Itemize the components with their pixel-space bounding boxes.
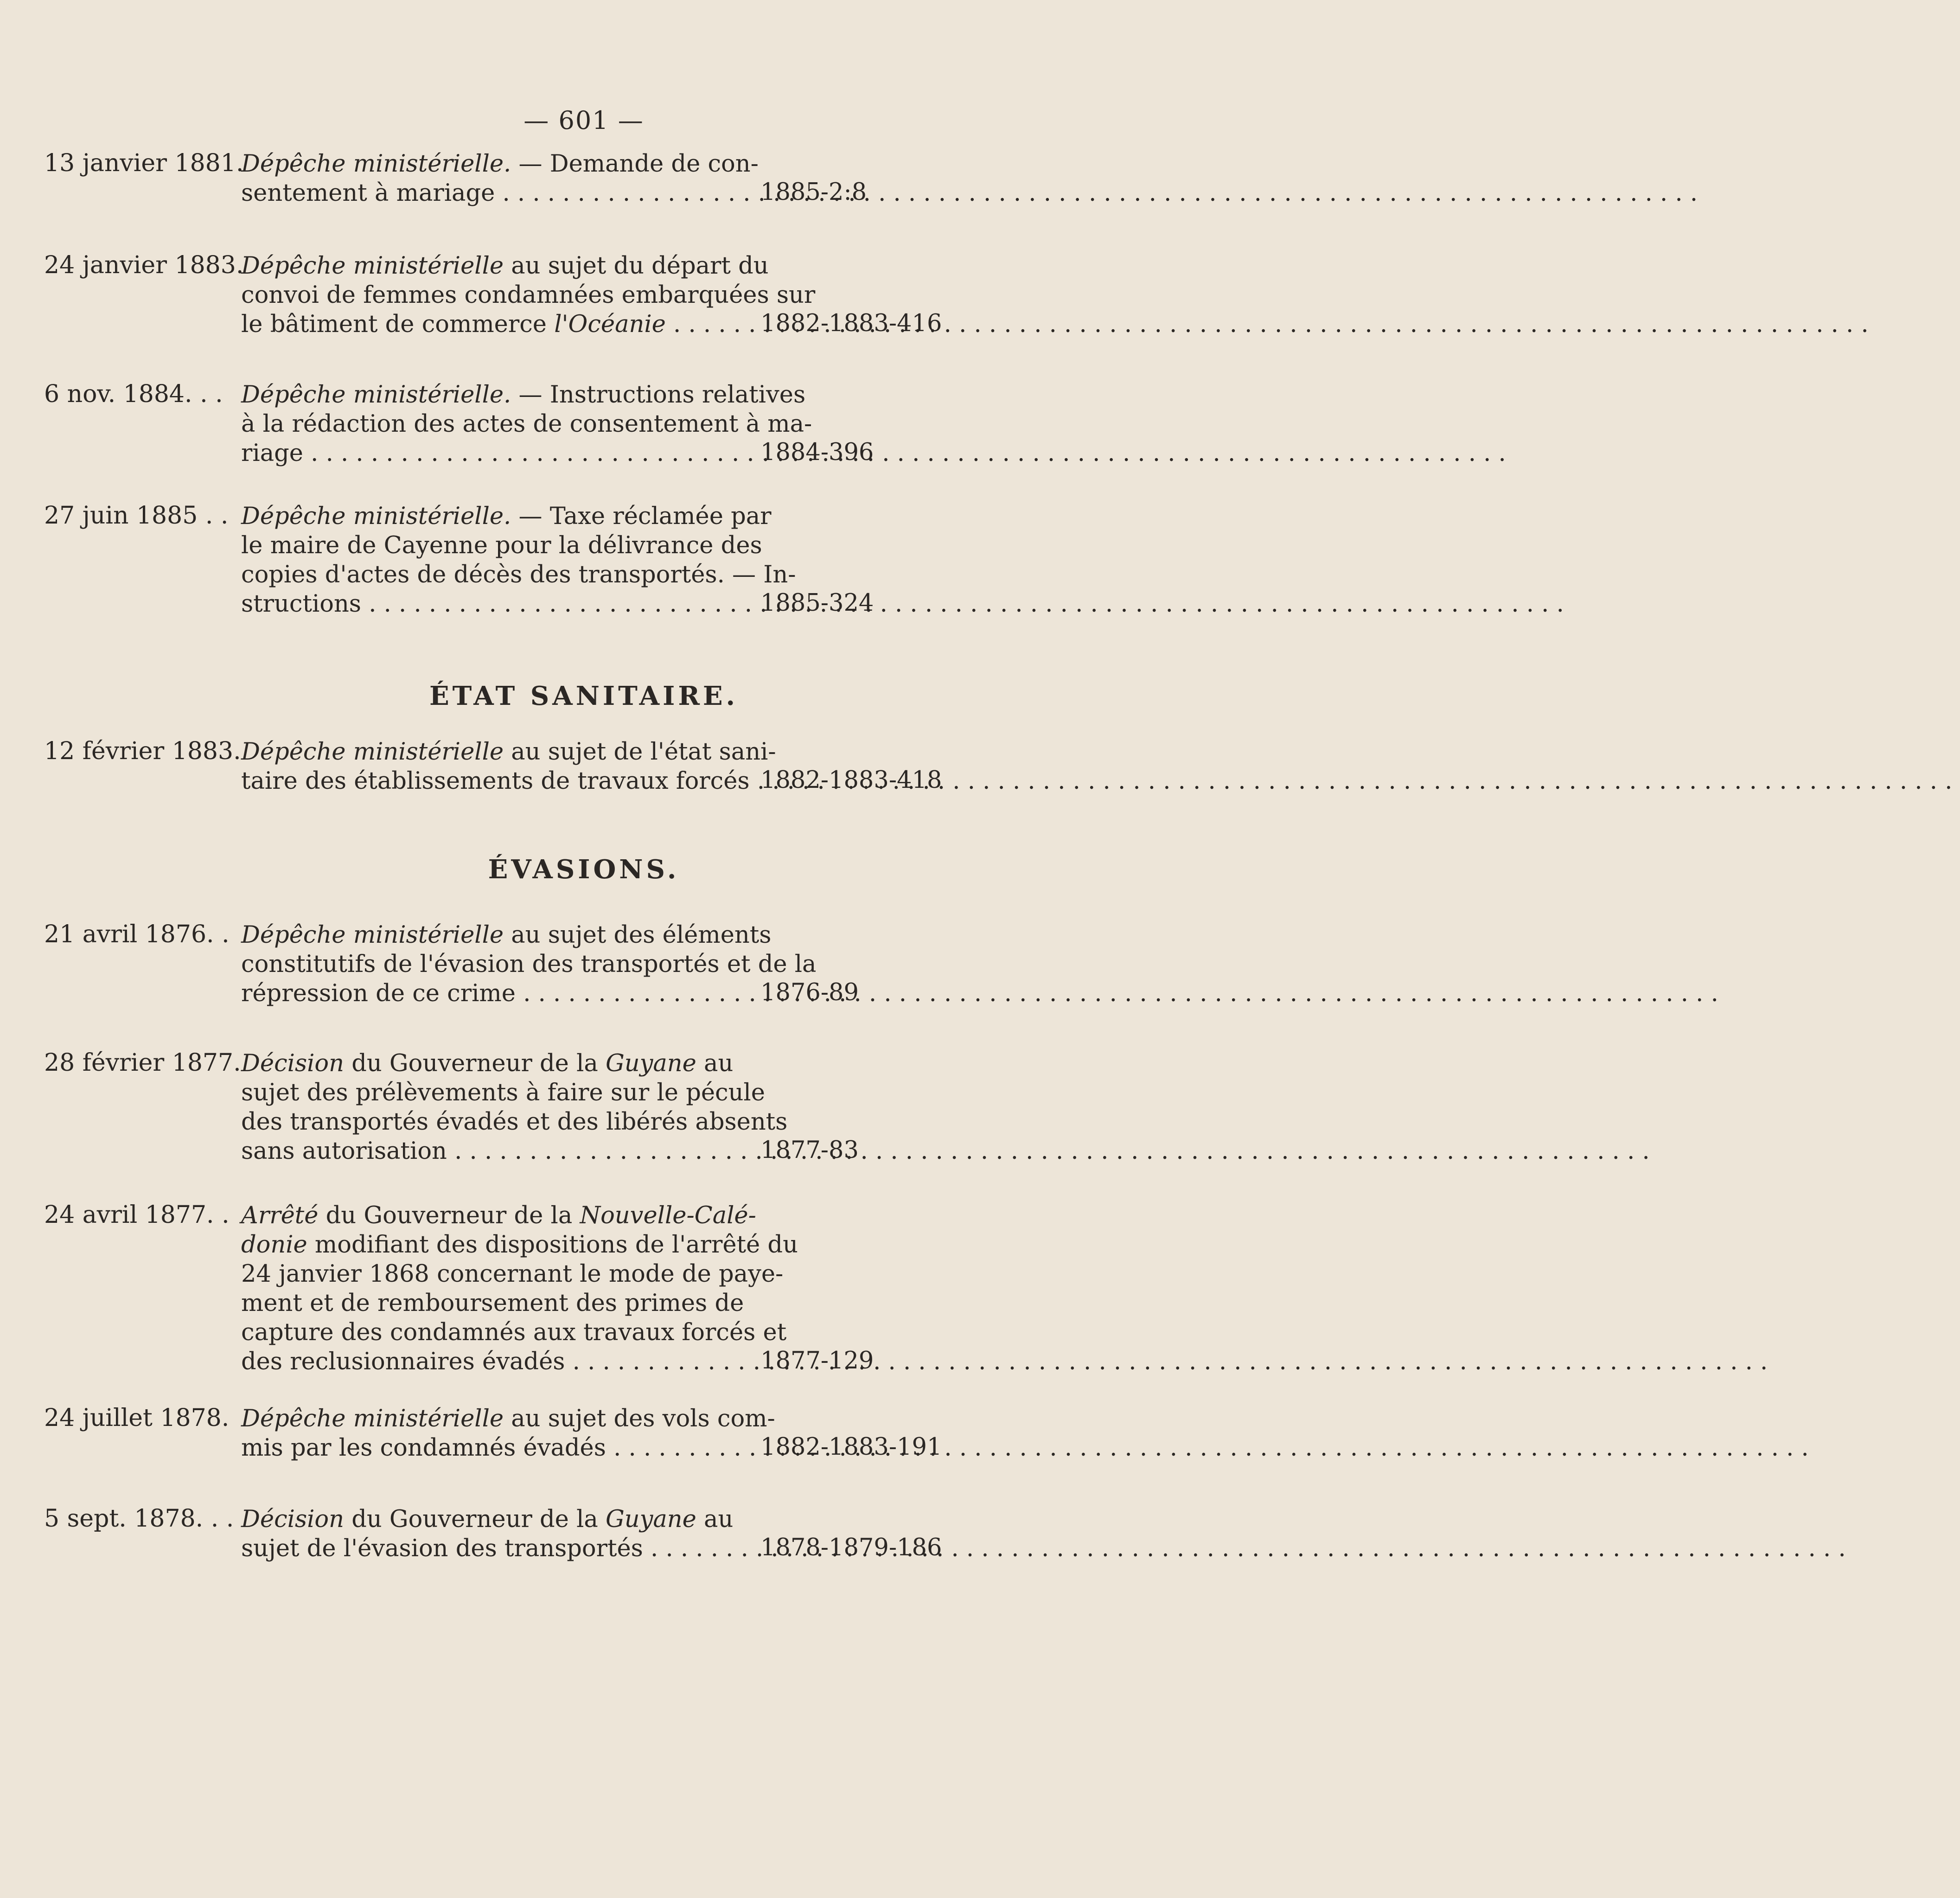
plain-text: le maire de Cayenne pour la délivrance des xyxy=(241,532,762,559)
page-number: — 601 — xyxy=(524,106,644,135)
plain-text: le bâtiment de commerce xyxy=(241,311,555,338)
description-line xyxy=(241,1259,784,1289)
plain-text: répression de ce crime xyxy=(241,980,516,1007)
italic-text: Guyane xyxy=(606,1506,696,1533)
description-line xyxy=(241,502,772,531)
plain-text: sentement à mariage xyxy=(241,179,495,207)
plain-text: copies d'actes de décès des transportés. — In- xyxy=(241,561,796,588)
description-line xyxy=(241,1230,798,1259)
plain-text: des transportés évadés et des libérés absents xyxy=(241,1108,788,1136)
description-line xyxy=(241,1433,751,1463)
description-line xyxy=(241,1347,751,1376)
plain-text: du Gouverneur de la xyxy=(318,1202,580,1229)
entry-reference: 1878-1879-186 xyxy=(760,1534,942,1561)
description-line xyxy=(241,409,812,439)
entry-date: 13 janvier 1881. xyxy=(44,149,244,177)
entry-description xyxy=(241,1049,788,1166)
description-line xyxy=(241,560,796,589)
entry-reference: 1882-1883-418 xyxy=(760,767,942,794)
italic-text: Dépêche ministérielle. xyxy=(241,150,511,178)
entry-description xyxy=(241,380,812,468)
description-line xyxy=(241,920,772,950)
entry-reference: 1882-1883-416 xyxy=(760,310,942,337)
description-line xyxy=(241,1137,751,1166)
italic-text: donie xyxy=(241,1231,307,1259)
plain-text: convoi de femmes condamnées embarquées sur xyxy=(241,281,816,309)
description-line xyxy=(241,251,769,281)
leader-dots xyxy=(241,767,750,796)
leader-dots xyxy=(241,310,747,339)
plain-text: au sujet des vols com- xyxy=(504,1405,775,1432)
entry-reference: 1877-129 xyxy=(760,1347,874,1374)
plain-text: au xyxy=(696,1506,734,1533)
plain-text: 24 janvier 1868 concernant le mode de paye- xyxy=(241,1260,784,1288)
section-heading-sanitaire: ÉTAT SANITAIRE. xyxy=(429,681,739,711)
entry-date: 6 nov. 1884. . . xyxy=(44,380,223,408)
description-line xyxy=(241,1049,751,1078)
description-line xyxy=(241,310,751,339)
plain-text: du Gouverneur de la xyxy=(344,1050,606,1077)
entry-description xyxy=(241,149,759,208)
description-line xyxy=(241,1107,788,1137)
entry-reference: 1885-324 xyxy=(760,589,874,617)
leader-dots xyxy=(241,979,747,1008)
description-line xyxy=(241,767,751,796)
plain-text: au sujet des éléments xyxy=(504,921,772,949)
description-line xyxy=(241,979,751,1008)
entry-date: 28 février 1877. xyxy=(44,1049,241,1077)
description-line xyxy=(241,950,817,979)
plain-text: des reclusionnaires évadés xyxy=(241,1348,565,1375)
entry-date: 5 sept. 1878. . . xyxy=(44,1505,234,1533)
entry-reference: 1877-83 xyxy=(760,1137,859,1164)
italic-text: Guyane xyxy=(606,1050,696,1077)
entry-date: 24 juillet 1878. xyxy=(44,1404,230,1432)
description-line xyxy=(241,281,816,310)
italic-text: Nouvelle-Calé- xyxy=(580,1202,756,1229)
plain-text: mis par les condamnés évadés xyxy=(241,1434,606,1462)
entry-description xyxy=(241,502,796,619)
entry-date: 27 juin 1885 . . xyxy=(44,502,229,530)
italic-text: Dépêche ministérielle. xyxy=(241,381,511,409)
entry-description xyxy=(241,737,776,796)
entry-date: 24 avril 1877. . xyxy=(44,1201,230,1229)
plain-text: au sujet de l'état sani- xyxy=(504,738,776,766)
plain-text: sujet de l'évasion des transportés xyxy=(241,1535,643,1562)
plain-text: — Instructions relatives xyxy=(511,381,806,409)
entry-reference: 1884-396 xyxy=(760,439,874,466)
italic-text: Décision xyxy=(241,1050,344,1077)
italic-text: Dépêche ministérielle xyxy=(241,1405,504,1432)
description-line xyxy=(241,737,776,767)
entry-description xyxy=(241,1505,751,1563)
leader-dots xyxy=(241,1347,747,1376)
leader-dots xyxy=(241,1433,747,1463)
entry-description xyxy=(241,1201,798,1376)
description-line xyxy=(241,589,751,619)
leader-dots xyxy=(241,1137,747,1166)
plain-text: modifiant des dispositions de l'arrêté du xyxy=(307,1231,798,1259)
entry-reference: 1885-2:8 xyxy=(760,179,867,206)
plain-text: ment et de remboursement des primes de xyxy=(241,1290,744,1317)
leader-dots xyxy=(241,179,747,208)
plain-text: constitutifs de l'évasion des transportés et de la xyxy=(241,951,817,978)
italic-text: Dépêche ministérielle xyxy=(241,921,504,949)
description-line xyxy=(241,1201,756,1230)
description-line xyxy=(241,179,751,208)
description-line xyxy=(241,1318,787,1347)
entry-description xyxy=(241,1404,775,1463)
leader-dots xyxy=(241,439,747,468)
italic-text: l'Océanie xyxy=(554,311,666,338)
entry-date: 24 janvier 1883. xyxy=(44,251,244,279)
plain-text: riage xyxy=(241,440,303,467)
leader-dots xyxy=(241,1534,747,1563)
italic-text: Dépêche ministérielle xyxy=(241,252,504,280)
plain-text: au sujet du départ du xyxy=(504,252,769,280)
description-line xyxy=(241,380,806,409)
plain-text: à la rédaction des actes de consentement à ma- xyxy=(241,410,812,438)
plain-text: sans autorisation xyxy=(241,1138,447,1165)
italic-text: Décision xyxy=(241,1506,344,1533)
leader-dots xyxy=(241,589,747,619)
plain-text: taire des établissements de travaux forcés xyxy=(241,767,750,795)
plain-text: au xyxy=(696,1050,734,1077)
description-line xyxy=(241,1534,751,1563)
entry-description xyxy=(241,251,816,339)
description-line xyxy=(241,1078,765,1107)
plain-text: du Gouverneur de la xyxy=(344,1506,606,1533)
description-line xyxy=(241,1505,751,1534)
section-heading-evasions: ÉVASIONS. xyxy=(488,854,680,885)
description-line xyxy=(241,149,759,179)
entry-reference: 1876-89 xyxy=(760,979,859,1006)
plain-text: sujet des prélèvements à faire sur le pécule xyxy=(241,1079,765,1106)
description-line xyxy=(241,1289,751,1318)
description-line xyxy=(241,531,762,560)
entry-reference: 1882-1883-191 xyxy=(760,1433,942,1461)
entry-date: 21 avril 1876. . xyxy=(44,920,230,948)
italic-text: Arrêté xyxy=(241,1202,319,1229)
plain-text: capture des condamnés aux travaux forcés et xyxy=(241,1319,787,1346)
plain-text: — Demande de con- xyxy=(511,150,759,178)
plain-text: structions xyxy=(241,590,361,618)
italic-text: Dépêche ministérielle. xyxy=(241,503,511,530)
italic-text: Dépêche ministérielle xyxy=(241,738,504,766)
description-line xyxy=(241,1404,775,1433)
plain-text: — Taxe réclamée par xyxy=(511,503,772,530)
description-line xyxy=(241,439,751,468)
entry-date: 12 février 1883. xyxy=(44,737,241,765)
